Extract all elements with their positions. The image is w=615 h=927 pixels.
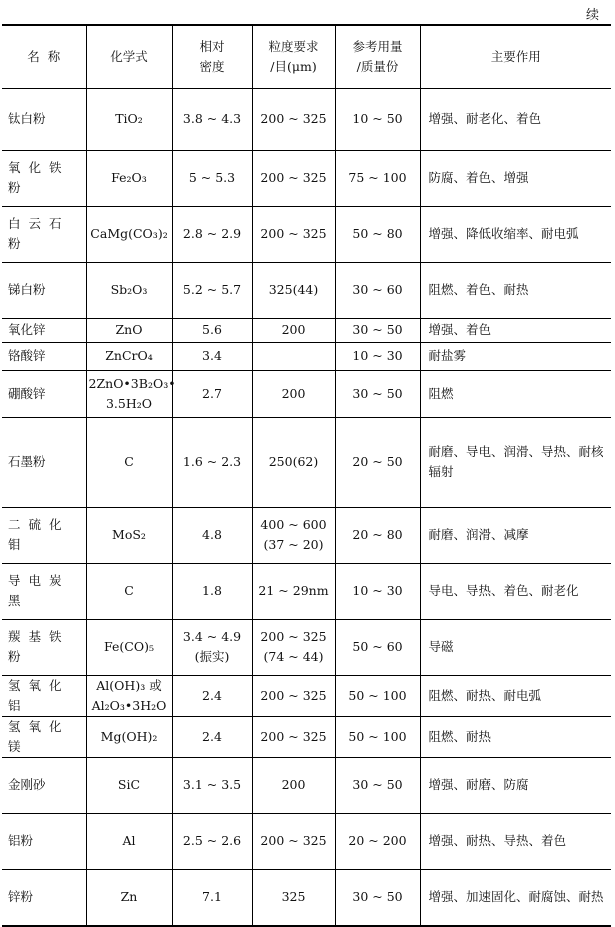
cell-dosage: 20 ~ 50 — [335, 417, 420, 507]
cell-formula: Al(OH)₃ 或 Al₂O₃•3H₂O — [86, 675, 172, 716]
cell-main-function: 增强、耐磨、防腐 — [420, 757, 611, 813]
cell-density: 4.8 — [172, 507, 252, 563]
cell-name: 锑白粉 — [2, 262, 86, 318]
cell-formula: ZnCrO₄ — [86, 342, 172, 370]
cell-name: 氧化铁粉 — [2, 150, 86, 206]
table-row — [2, 563, 611, 619]
cell-density: 2.7 — [172, 370, 252, 417]
cell-density: 3.4 ~ 4.9 (振实) — [172, 619, 252, 675]
cell-particle-size: 325(44) — [252, 262, 335, 318]
cell-dosage: 30 ~ 50 — [335, 869, 420, 926]
cell-formula: Zn — [86, 869, 172, 926]
cell-name: 羰基铁粉 — [2, 619, 86, 675]
cell-particle-size: 200 ~ 325 — [252, 206, 335, 262]
cell-formula: Fe(CO)₅ — [86, 619, 172, 675]
cell-dosage: 50 ~ 60 — [335, 619, 420, 675]
cell-name: 铝粉 — [2, 813, 86, 869]
cell-main-function: 耐磨、导电、润滑、导热、耐核辐射 — [420, 417, 611, 507]
cell-particle-size: 200 — [252, 757, 335, 813]
cell-formula: TiO₂ — [86, 88, 172, 150]
cell-density: 2.8 ~ 2.9 — [172, 206, 252, 262]
table-row — [2, 370, 611, 417]
table-row — [2, 507, 611, 563]
cell-main-function: 增强、加速固化、耐腐蚀、耐热 — [420, 869, 611, 926]
table-row — [2, 619, 611, 675]
cell-main-function: 增强、降低收缩率、耐电弧 — [420, 206, 611, 262]
cell-formula: C — [86, 417, 172, 507]
cell-dosage: 20 ~ 200 — [335, 813, 420, 869]
cell-density: 2.4 — [172, 716, 252, 757]
continued-label: 续 — [585, 8, 599, 23]
cell-dosage: 20 ~ 80 — [335, 507, 420, 563]
cell-name: 氢氧化铝 — [2, 675, 86, 716]
cell-main-function: 阻燃、耐热、耐电弧 — [420, 675, 611, 716]
cell-particle-size: 21 ~ 29nm — [252, 563, 335, 619]
cell-name: 铬酸锌 — [2, 342, 86, 370]
cell-main-function: 防腐、着色、增强 — [420, 150, 611, 206]
cell-name: 钛白粉 — [2, 88, 86, 150]
cell-density: 5 ~ 5.3 — [172, 150, 252, 206]
cell-name: 氢氧化镁 — [2, 716, 86, 757]
cell-name: 白云石粉 — [2, 206, 86, 262]
cell-name: 导电炭黑 — [2, 563, 86, 619]
cell-main-function: 导电、导热、着色、耐老化 — [420, 563, 611, 619]
table-row — [2, 88, 611, 150]
header-density: 相对 密度 — [172, 25, 252, 88]
header-main-function: 主要作用 — [420, 25, 611, 88]
cell-main-function: 增强、耐老化、着色 — [420, 88, 611, 150]
cell-formula: Al — [86, 813, 172, 869]
cell-density: 5.2 ~ 5.7 — [172, 262, 252, 318]
table-row — [2, 342, 611, 370]
cell-dosage: 50 ~ 100 — [335, 675, 420, 716]
table-row — [2, 262, 611, 318]
cell-density: 7.1 — [172, 869, 252, 926]
cell-name: 硼酸锌 — [2, 370, 86, 417]
cell-particle-size: 400 ~ 600 (37 ~ 20) — [252, 507, 335, 563]
cell-main-function: 耐盐雾 — [420, 342, 611, 370]
table-row — [2, 869, 611, 926]
cell-particle-size: 200 ~ 325 — [252, 675, 335, 716]
table-row — [2, 150, 611, 206]
cell-main-function: 阻燃、着色、耐热 — [420, 262, 611, 318]
cell-particle-size — [252, 342, 335, 370]
cell-name: 石墨粉 — [2, 417, 86, 507]
cell-density: 1.6 ~ 2.3 — [172, 417, 252, 507]
cell-particle-size: 200 ~ 325 — [252, 813, 335, 869]
cell-name: 锌粉 — [2, 869, 86, 926]
cell-formula: C — [86, 563, 172, 619]
cell-particle-size: 250(62) — [252, 417, 335, 507]
table-row — [2, 757, 611, 813]
cell-dosage: 50 ~ 100 — [335, 716, 420, 757]
table-row — [2, 417, 611, 507]
cell-particle-size: 200 — [252, 370, 335, 417]
cell-dosage: 75 ~ 100 — [335, 150, 420, 206]
cell-dosage: 10 ~ 50 — [335, 88, 420, 150]
cell-density: 1.8 — [172, 563, 252, 619]
table-row — [2, 716, 611, 757]
cell-formula: ZnO — [86, 318, 172, 342]
cell-particle-size: 200 ~ 325 — [252, 88, 335, 150]
cell-particle-size: 200 ~ 325 (74 ~ 44) — [252, 619, 335, 675]
cell-particle-size: 325 — [252, 869, 335, 926]
cell-dosage: 30 ~ 50 — [335, 318, 420, 342]
cell-density: 5.6 — [172, 318, 252, 342]
cell-main-function: 增强、耐热、导热、着色 — [420, 813, 611, 869]
cell-formula: 2ZnO•3B₂O₃• 3.5H₂O — [86, 370, 172, 417]
header-particle-size: 粒度要求 /目(μm) — [252, 25, 335, 88]
table-row — [2, 675, 611, 716]
filler-properties-table — [2, 24, 611, 927]
cell-dosage: 30 ~ 50 — [335, 370, 420, 417]
cell-dosage: 10 ~ 30 — [335, 342, 420, 370]
header-formula: 化学式 — [86, 25, 172, 88]
cell-particle-size: 200 ~ 325 — [252, 716, 335, 757]
cell-dosage: 30 ~ 60 — [335, 262, 420, 318]
table-header-row — [2, 25, 611, 88]
table-row — [2, 813, 611, 869]
cell-name: 金刚砂 — [2, 757, 86, 813]
cell-formula: MoS₂ — [86, 507, 172, 563]
cell-density: 3.1 ~ 3.5 — [172, 757, 252, 813]
header-name: 名 称 — [2, 25, 86, 88]
cell-density: 2.4 — [172, 675, 252, 716]
cell-formula: CaMg(CO₃)₂ — [86, 206, 172, 262]
cell-main-function: 阻燃 — [420, 370, 611, 417]
cell-density: 3.4 — [172, 342, 252, 370]
cell-dosage: 10 ~ 30 — [335, 563, 420, 619]
cell-name: 氧化锌 — [2, 318, 86, 342]
cell-formula: Sb₂O₃ — [86, 262, 172, 318]
cell-name: 二硫化钼 — [2, 507, 86, 563]
cell-main-function: 导磁 — [420, 619, 611, 675]
cell-dosage: 50 ~ 80 — [335, 206, 420, 262]
header-dosage: 参考用量 /质量份 — [335, 25, 420, 88]
cell-density: 3.8 ~ 4.3 — [172, 88, 252, 150]
cell-formula: Fe₂O₃ — [86, 150, 172, 206]
cell-main-function: 阻燃、耐热 — [420, 716, 611, 757]
cell-dosage: 30 ~ 50 — [335, 757, 420, 813]
table-row — [2, 206, 611, 262]
cell-density: 2.5 ~ 2.6 — [172, 813, 252, 869]
cell-main-function: 耐磨、润滑、减摩 — [420, 507, 611, 563]
cell-main-function: 增强、着色 — [420, 318, 611, 342]
cell-particle-size: 200 ~ 325 — [252, 150, 335, 206]
cell-particle-size: 200 — [252, 318, 335, 342]
cell-formula: SiC — [86, 757, 172, 813]
cell-formula: Mg(OH)₂ — [86, 716, 172, 757]
table-row — [2, 318, 611, 342]
